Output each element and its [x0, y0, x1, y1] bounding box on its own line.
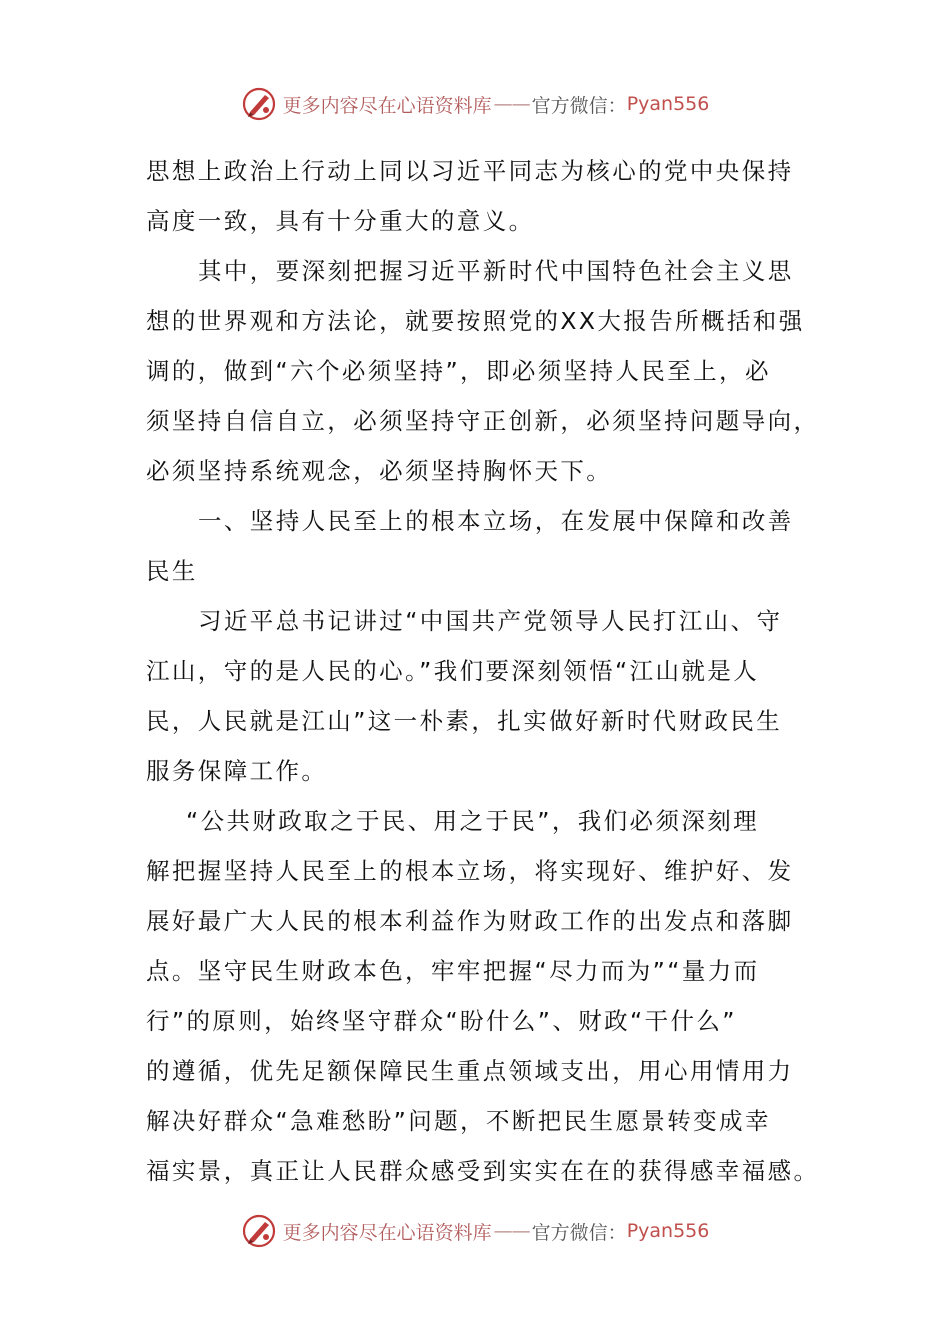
text-line: 民，人民就是江山”这一朴素，扎实做好新时代财政民生	[146, 707, 783, 735]
text-line: 须坚持自信自立，必须坚持守正创新，必须坚持问题导向，	[146, 407, 820, 435]
text-line: 其中，要深刻把握习近平新时代中国特色社会主义思	[198, 257, 794, 285]
section-heading-line: 民生	[146, 557, 198, 585]
text-line: 高度一致，具有十分重大的意义。	[146, 207, 535, 235]
pen-logo-icon	[241, 1213, 277, 1249]
watermark-wechat-id: Pyan556	[626, 93, 710, 115]
body-text	[146, 146, 820, 1196]
pen-logo-icon	[241, 86, 277, 122]
text-line: 调的，做到“六个必须坚持”，即必须坚持人民至上，必	[146, 357, 771, 385]
section-heading-line: 一、坚持人民至上的根本立场，在发展中保障和改善	[198, 507, 794, 535]
text-line: 服务保障工作。	[146, 757, 328, 785]
watermark-dash: ——	[493, 1220, 530, 1242]
text-line: 必须坚持系统观念，必须坚持胸怀天下。	[146, 457, 613, 485]
text-line: 行”的原则，始终坚守群众“盼什么”、财政“干什么”	[146, 1007, 737, 1035]
text-line: 的遵循，优先足额保障民生重点领域支出，用心用情用力	[146, 1057, 794, 1085]
watermark-text: 更多内容尽在心语资料库	[282, 1221, 492, 1244]
text-line: 解把握坚持人民至上的根本立场，将实现好、维护好、发	[146, 857, 794, 885]
watermark-official-label: 官方微信：	[531, 1221, 627, 1244]
text-line: 福实景，真正让人民群众感受到实实在在的获得感幸福感。	[146, 1157, 820, 1185]
footer-watermark	[0, 1211, 950, 1251]
watermark-wechat-id: Pyan556	[626, 1220, 710, 1242]
text-line: 思想上政治上行动上同以习近平同志为核心的党中央保持	[146, 157, 794, 185]
text-line: 展好最广大人民的根本利益作为财政工作的出发点和落脚	[146, 907, 794, 935]
text-line: “公共财政取之于民、用之于民”，我们必须深刻理	[186, 807, 760, 835]
text-line: 习近平总书记讲过“中国共产党领导人民打江山、守	[198, 607, 783, 635]
text-line: 江山，守的是人民的心。”我们要深刻领悟“江山就是人	[146, 657, 760, 685]
text-line: 点。坚守民生财政本色，牢牢把握“尽力而为”“量力而	[146, 957, 760, 985]
watermark-official-label: 官方微信：	[531, 94, 627, 117]
watermark-dash: ——	[493, 93, 530, 115]
header-watermark	[0, 84, 950, 124]
text-line: 想的世界观和方法论，就要按照党的XX大报告所概括和强	[146, 307, 805, 335]
watermark-text: 更多内容尽在心语资料库	[282, 94, 492, 117]
text-line: 解决好群众“急难愁盼”问题，不断把民生愿景转变成幸	[146, 1107, 771, 1135]
